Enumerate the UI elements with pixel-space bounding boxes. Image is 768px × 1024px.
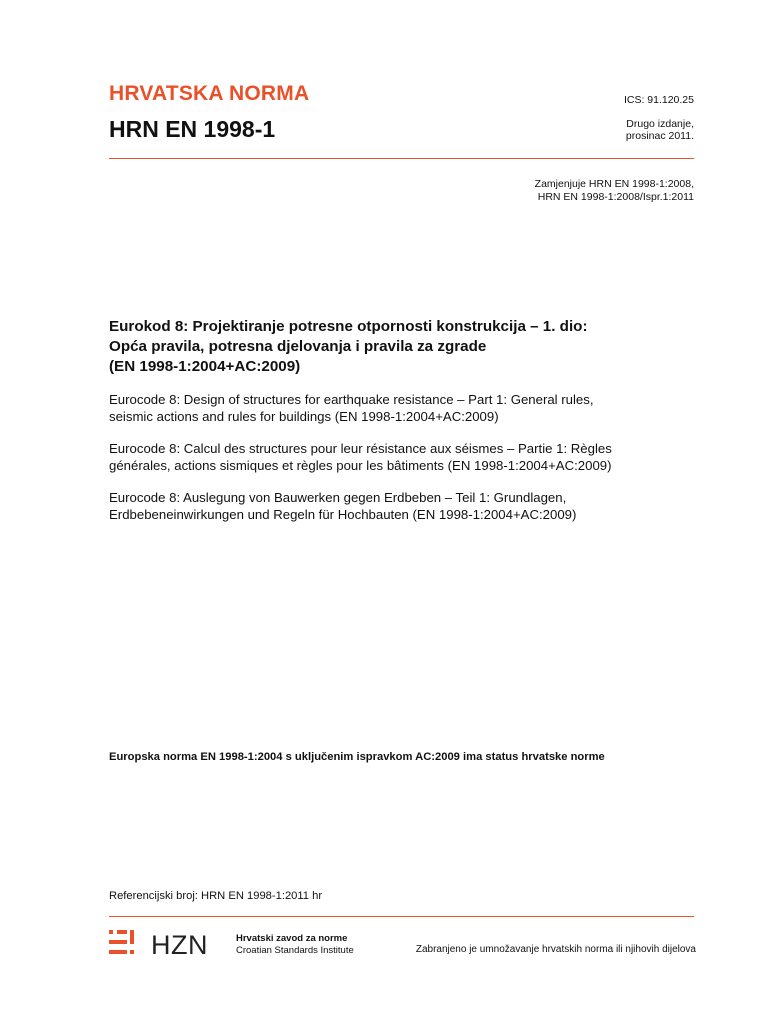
replaces-line: HRN EN 1998-1:2008/Ispr.1:2011: [537, 190, 694, 203]
edition-line: Drugo izdanje,: [626, 118, 694, 130]
title-line: Opća pravila, potresna djelovanja i pravila za zgrade: [109, 338, 487, 355]
title-line: Eurocode 8: Design of structures for earthquake resistance – Part 1: General rules,: [109, 392, 594, 407]
copyright-notice: Zabranjeno je umnožavanje hrvatskih norma ili njihovih dijelova: [415, 944, 696, 955]
replaces-line: Zamjenjuje HRN EN 1998-1:2008,: [534, 178, 694, 190]
edition-date: prosinac 2011.: [625, 130, 694, 142]
hzn-logo: [109, 926, 229, 958]
reference-number: Referencijski broj: HRN EN 1998-1:2011 hr: [109, 890, 323, 902]
standard-code: HRN EN 1998-1: [109, 116, 276, 142]
title-french: [109, 440, 709, 474]
title-line: (EN 1998-1:2004+AC:2009): [109, 358, 301, 375]
title-croatian: [109, 317, 699, 377]
replaces-note: [535, 178, 694, 203]
institute-name-en: Croatian Standards Institute: [236, 944, 354, 956]
title-line: Eurocode 8: Calcul des structures pour leur résistance aux séismes – Partie 1: Règles: [109, 441, 612, 456]
title-line: Erdbebeneinwirkungen und Regeln für Hochbauten (EN 1998-1:2004+AC:2009): [109, 507, 577, 522]
title-german: [109, 489, 709, 523]
title-line: seismic actions and rules for buildings (EN 1998-1:2004+AC:2009): [109, 409, 499, 424]
edition-info: [626, 118, 694, 142]
footer-divider: [109, 916, 694, 917]
hzn-mark-icon: [109, 930, 134, 954]
institute-name-hr: Hrvatski zavod za norme: [236, 933, 348, 944]
title-line: Eurokod 8: Projektiranje potresne otpornosti konstrukcija – 1. dio:: [109, 318, 588, 335]
title-line: générales, actions sismiques et règles pour les bâtiments (EN 1998-1:2004+AC:2009): [109, 458, 612, 473]
header-divider: [109, 158, 694, 159]
status-statement: Europska norma EN 1998-1:2004 s uključenim ispravkom AC:2009 ima status hrvatske norme: [109, 751, 605, 763]
norm-label: HRVATSKA NORMA: [109, 82, 310, 105]
title-line: Eurocode 8: Auslegung von Bauwerken gegen Erdbeben – Teil 1: Grundlagen,: [109, 490, 567, 505]
ics-code: ICS: 91.120.25: [623, 94, 694, 106]
hzn-logo-text: HZN: [151, 930, 208, 958]
title-english: [109, 391, 709, 425]
institute-name: [236, 933, 354, 956]
